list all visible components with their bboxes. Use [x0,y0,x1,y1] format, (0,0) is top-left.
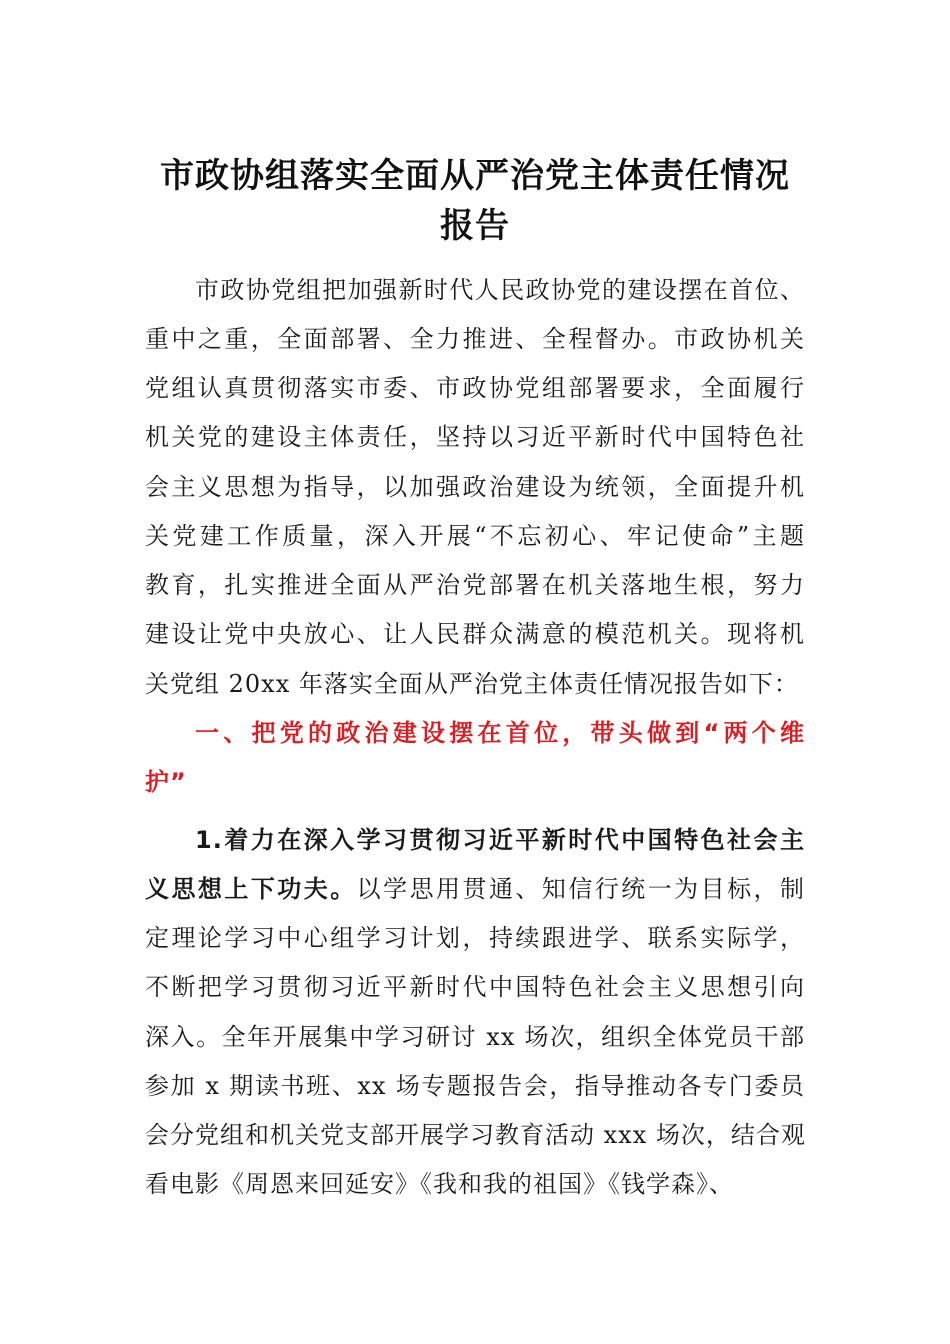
item-1-text-line-2: 以学思用贯通、知信行统一为目标，制 [356,875,806,903]
item-1-heading-line-1: 1.着力在深入学习贯彻习近平新时代中国特色社会主 [195,826,805,854]
intro-line-8: 建设让党中央放心、让人民群众满意的模范机关。现将机 [145,620,805,648]
item-1-line-2 [145,874,805,904]
section-1-heading-line-1: 一、把党的政治建设摆在首位，带头做到“两个维 [195,719,805,747]
document-title-line-1: 市政协组落实全面从严治党主体责任情况 [160,156,790,196]
intro-line-5: 会主义思想为指导，以加强政治建设为统领，全面提升机 [145,473,805,501]
item-1-line-5: 深入。全年开展集中学习研讨 xx 场次，组织全体党员干部 [145,1023,805,1051]
item-1-line-3: 定理论学习中心组学习计划，持续跟进学、联系实际学， [145,924,805,952]
intro-line-1: 市政协党组把加强新时代人民政协党的建设摆在首位、 [195,276,805,304]
item-1-heading-line-2: 义思想上下功夫。 [145,875,357,903]
intro-line-4: 机关党的建设主体责任，坚持以习近平新时代中国特色社 [145,423,805,451]
item-1-line-7: 会分党组和机关党支部开展学习教育活动 xxx 场次，结合观 [145,1121,806,1149]
intro-line-9: 关党组 20xx 年落实全面从严治党主体责任情况报告如下： [145,670,799,698]
item-1-line-6: 参加 x 期读书班、xx 场专题报告会，指导推动各专门委员 [145,1072,805,1100]
section-1-heading-line-2: 护” [145,768,187,796]
item-1-line-8: 看电影《周恩来回延安》《我和我的祖国》《钱学森》、 [145,1170,734,1198]
intro-line-2: 重中之重，全面部署、全力推进、全程督办。市政协机关 [145,325,805,353]
intro-line-3: 党组认真贯彻落实市委、市政协党组部署要求，全面履行 [145,374,805,402]
intro-line-7: 教育，扎实推进全面从严治党部署在机关落地生根，努力 [145,571,805,599]
item-1-line-4: 不断把学习贯彻习近平新时代中国特色社会主义思想引向 [145,973,805,1001]
document-title-line-2: 报告 [440,206,510,246]
intro-line-6: 关党建工作质量，深入开展“不忘初心、牢记使命”主题 [145,522,805,550]
